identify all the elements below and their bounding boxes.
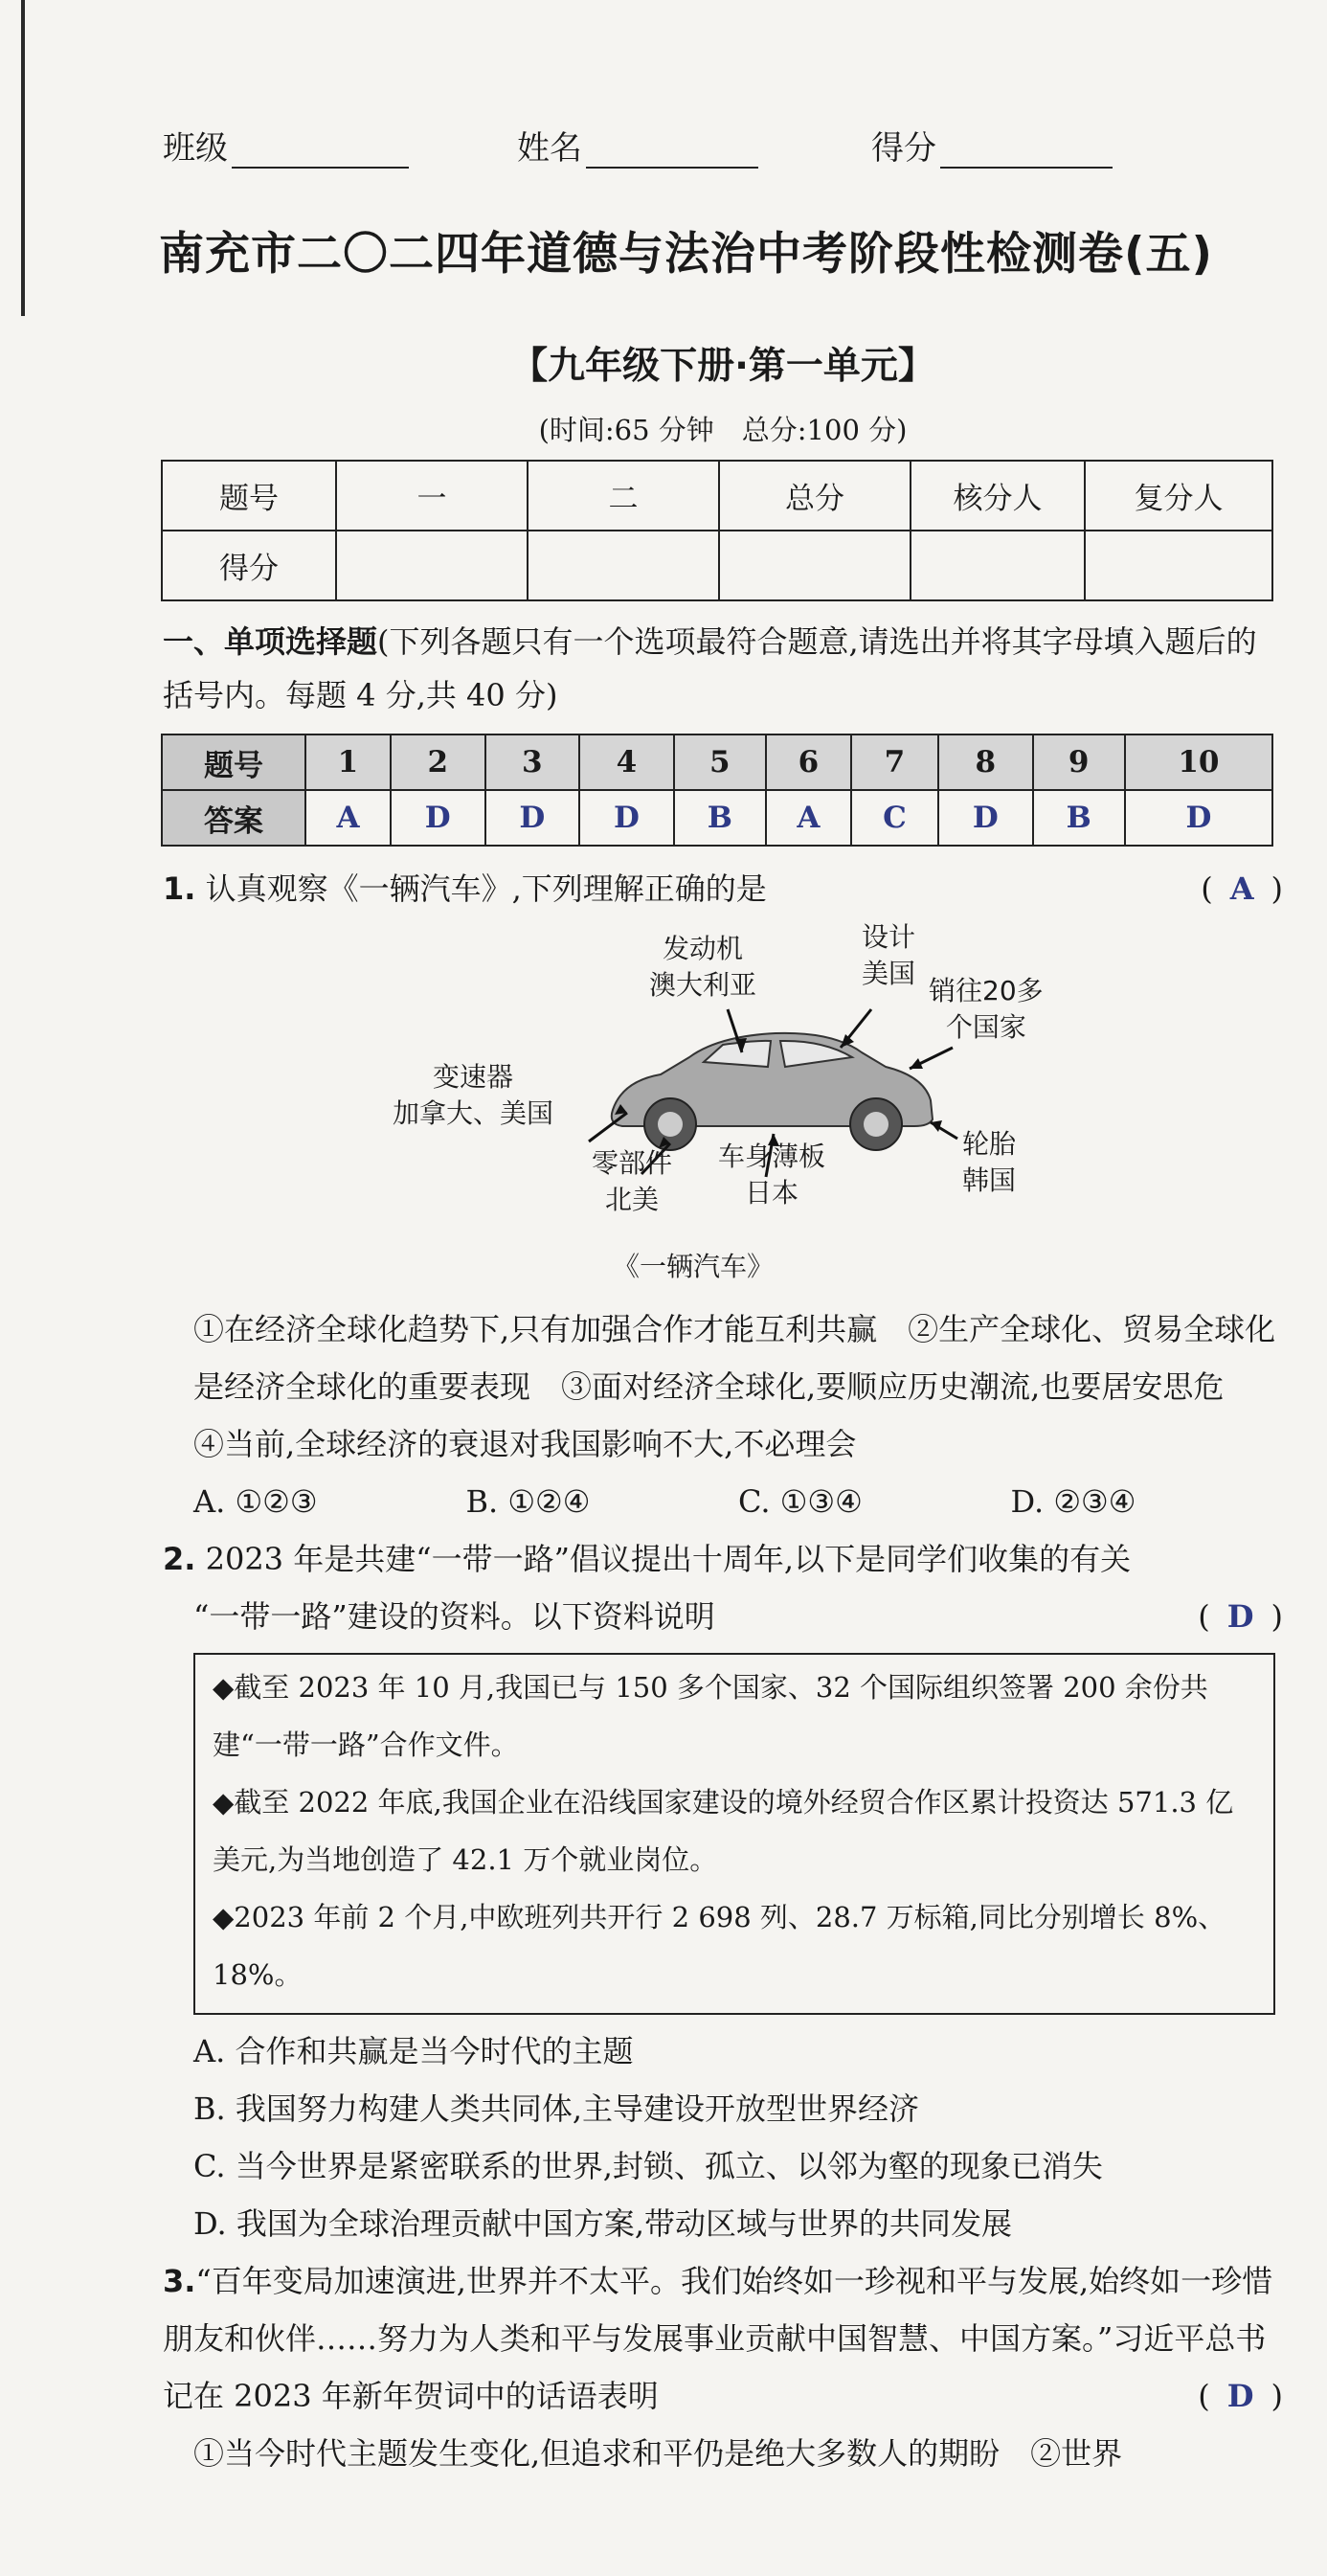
answer-bracket[interactable]: ( A ) <box>1201 870 1283 907</box>
parts-text: 零部件 <box>592 1147 673 1179</box>
question-number: 1. <box>163 870 196 907</box>
body-text: 车身薄板 <box>718 1141 826 1172</box>
score-header-cell: 一 <box>336 461 528 531</box>
score-table-header-row <box>162 461 1272 531</box>
score-cell[interactable] <box>1085 531 1272 600</box>
answer-number-cell: 10 <box>1125 734 1272 790</box>
material-item: ◆2023 年前 2 个月,中欧班列共开行 2 698 列、28.7 万标箱,同比分别增长 8%、18%。 <box>213 1901 1226 1991</box>
sold-text-2: 个国家 <box>945 1011 1026 1043</box>
score-row-label: 得分 <box>162 531 336 600</box>
gearbox-text: 变速器 <box>433 1061 514 1093</box>
design-text: 设计 <box>862 921 916 953</box>
answer-bracket[interactable]: ( D ) <box>1198 2378 1283 2414</box>
answer-cell: D <box>391 790 485 846</box>
option-d[interactable]: D. ②③④ <box>1010 1483 1136 1520</box>
score-cell[interactable] <box>911 531 1085 600</box>
answer-cell: B <box>1033 790 1125 846</box>
student-info-row <box>163 113 1283 169</box>
question-stem-2: “一带一路”建设的资料。以下资料说明 <box>193 1598 715 1635</box>
question-3-statements: ①当今时代主题发生变化,但追求和平仍是绝大多数人的期盼 ②世界 <box>193 2435 1123 2472</box>
answer-table <box>161 734 1273 847</box>
answer-number-cell: 7 <box>851 734 938 790</box>
design-country: 美国 <box>862 958 916 989</box>
score-header-cell: 题号 <box>162 461 336 531</box>
option-b[interactable]: B. ①②④ <box>465 1483 591 1520</box>
question-stem: 认真观察《一辆汽车》,下列理解正确的是 <box>205 870 767 907</box>
tire-label <box>962 1126 1016 1199</box>
score-cell[interactable] <box>336 531 528 600</box>
design-label <box>862 919 915 992</box>
time-info: (时间:65 分钟 总分:100 分) <box>538 414 908 446</box>
answer-number-cell: 1 <box>305 734 391 790</box>
parts-label <box>592 1145 672 1218</box>
question-answer: A <box>1229 870 1254 907</box>
answer-number-label: 题号 <box>162 734 305 790</box>
score-header-cell: 复分人 <box>1085 461 1272 531</box>
question-3 <box>163 2252 1283 2425</box>
score-header-cell: 总分 <box>719 461 911 531</box>
answer-row <box>162 790 1272 846</box>
question-number: 3. <box>163 2263 196 2299</box>
question-stem-1: 2023 年是共建“一带一路”倡议提出十周年,以下是同学们收集的有关 <box>205 1541 1132 1577</box>
option-c[interactable]: C. ①③④ <box>738 1483 863 1520</box>
answer-number-cell: 8 <box>938 734 1033 790</box>
option-d[interactable]: D. 我国为全球治理贡献中国方案,带动区域与世界的共同发展 <box>193 2205 1013 2242</box>
answer-number-cell: 4 <box>579 734 674 790</box>
car-figure <box>335 923 1063 1306</box>
question-1-options <box>163 1473 1283 1530</box>
answer-cell: D <box>579 790 674 846</box>
question-2 <box>163 1530 1283 1588</box>
answer-number-cell: 3 <box>485 734 580 790</box>
body-country: 日本 <box>745 1177 799 1209</box>
answer-cell: C <box>851 790 938 846</box>
gearbox-label <box>393 1059 553 1132</box>
exam-title: 南充市二〇二四年道德与法治中考阶段性检测卷(五) <box>159 228 1213 281</box>
exam-page <box>159 113 1283 2482</box>
score-field[interactable] <box>871 122 1113 169</box>
answer-cell: D <box>938 790 1033 846</box>
section-1-title: 一、单项选择题 <box>163 623 378 660</box>
score-cell[interactable] <box>528 531 719 600</box>
question-answer: D <box>1226 2378 1254 2414</box>
page-binding-edge <box>21 0 25 316</box>
answer-cell: A <box>305 790 391 846</box>
option-a[interactable]: A. ①②③ <box>193 1483 318 1520</box>
question-1-statements: ①在经济全球化趋势下,只有加强合作才能互利共赢 ②生产全球化、贸易全球化是经济全球化的重要表现 ③面对经济全球化,要顺应历史潮流,也要居安思危 ④当前,全球经济的衰退对我国影响不大,不必理会 <box>193 1311 1276 1462</box>
parts-country: 北美 <box>605 1184 660 1215</box>
question-stem: “百年变局加速演进,世界并不太平。我们始终如一珍视和平与发展,始终如一珍惜朋友和伙伴……努力为人类和平与发展事业贡献中国智慧、中国方案。”习近平总书记在 2023 年新年贺词中的话语表明 <box>163 2263 1273 2414</box>
answer-number-cell: 9 <box>1033 734 1125 790</box>
score-header-cell: 二 <box>528 461 719 531</box>
question-answer: D <box>1226 1598 1254 1635</box>
answer-number-cell: 6 <box>766 734 851 790</box>
material-item: ◆截至 2022 年底,我国企业在沿线国家建设的境外经贸合作区累计投资达 571.3 亿美元,为当地创造了 42.1 万个就业岗位。 <box>213 1786 1234 1876</box>
exam-subtitle: 【九年级下册·第一单元】 <box>510 345 935 388</box>
option-a[interactable]: A. 合作和共赢是当今时代的主题 <box>193 2033 634 2069</box>
class-label: 班级 <box>163 129 228 168</box>
score-cell[interactable] <box>719 531 911 600</box>
option-b[interactable]: B. 我国努力构建人类共同体,主导建设开放型世界经济 <box>193 2090 920 2127</box>
figure-caption: 《一辆汽车》 <box>613 1251 775 1282</box>
score-label: 得分 <box>871 129 936 168</box>
answer-cell: A <box>766 790 851 846</box>
engine-label <box>649 931 756 1004</box>
score-table-score-row <box>162 531 1272 600</box>
class-field[interactable] <box>163 122 517 169</box>
tire-country: 韩国 <box>962 1164 1017 1196</box>
name-label: 姓名 <box>517 129 582 168</box>
answer-bracket[interactable]: ( D ) <box>1198 1598 1283 1635</box>
sold-text: 销往20多 <box>929 975 1044 1006</box>
class-blank[interactable] <box>232 130 409 169</box>
option-c[interactable]: C. 当今世界是紧密联系的世界,封锁、孤立、以邻为壑的现象已消失 <box>193 2148 1103 2184</box>
engine-country: 澳大利亚 <box>649 969 757 1001</box>
question-2-line-2 <box>163 1588 1283 1645</box>
gearbox-country: 加拿大、美国 <box>393 1097 554 1129</box>
answer-number-cell: 2 <box>391 734 485 790</box>
tire-text: 轮胎 <box>962 1128 1017 1160</box>
question-number: 2. <box>163 1541 196 1577</box>
score-header-cell: 核分人 <box>911 461 1085 531</box>
answer-cell: D <box>1125 790 1272 846</box>
score-blank[interactable] <box>940 130 1113 169</box>
engine-text: 发动机 <box>663 933 744 964</box>
answer-cell: D <box>485 790 580 846</box>
score-table <box>161 460 1273 601</box>
material-item: ◆截至 2023 年 10 月,我国已与 150 多个国家、32 个国际组织签署 200 余份共建“一带一路”合作文件。 <box>213 1671 1208 1761</box>
answer-number-cell: 5 <box>674 734 766 790</box>
section-1-desc: (下列各题只有一个选项最符合题意,请选出并将其字母填入题后的括号内。每题 4 分,共 40 分) <box>163 623 1257 713</box>
name-blank[interactable] <box>586 130 758 169</box>
body-label <box>718 1139 825 1211</box>
answer-number-row <box>162 734 1272 790</box>
section-1-heading <box>163 615 1283 722</box>
answer-label: 答案 <box>162 790 305 846</box>
question-1 <box>163 860 1283 917</box>
material-box <box>193 1653 1275 2015</box>
sold-label <box>929 973 1044 1046</box>
name-field[interactable] <box>517 122 871 169</box>
answer-cell: B <box>674 790 766 846</box>
